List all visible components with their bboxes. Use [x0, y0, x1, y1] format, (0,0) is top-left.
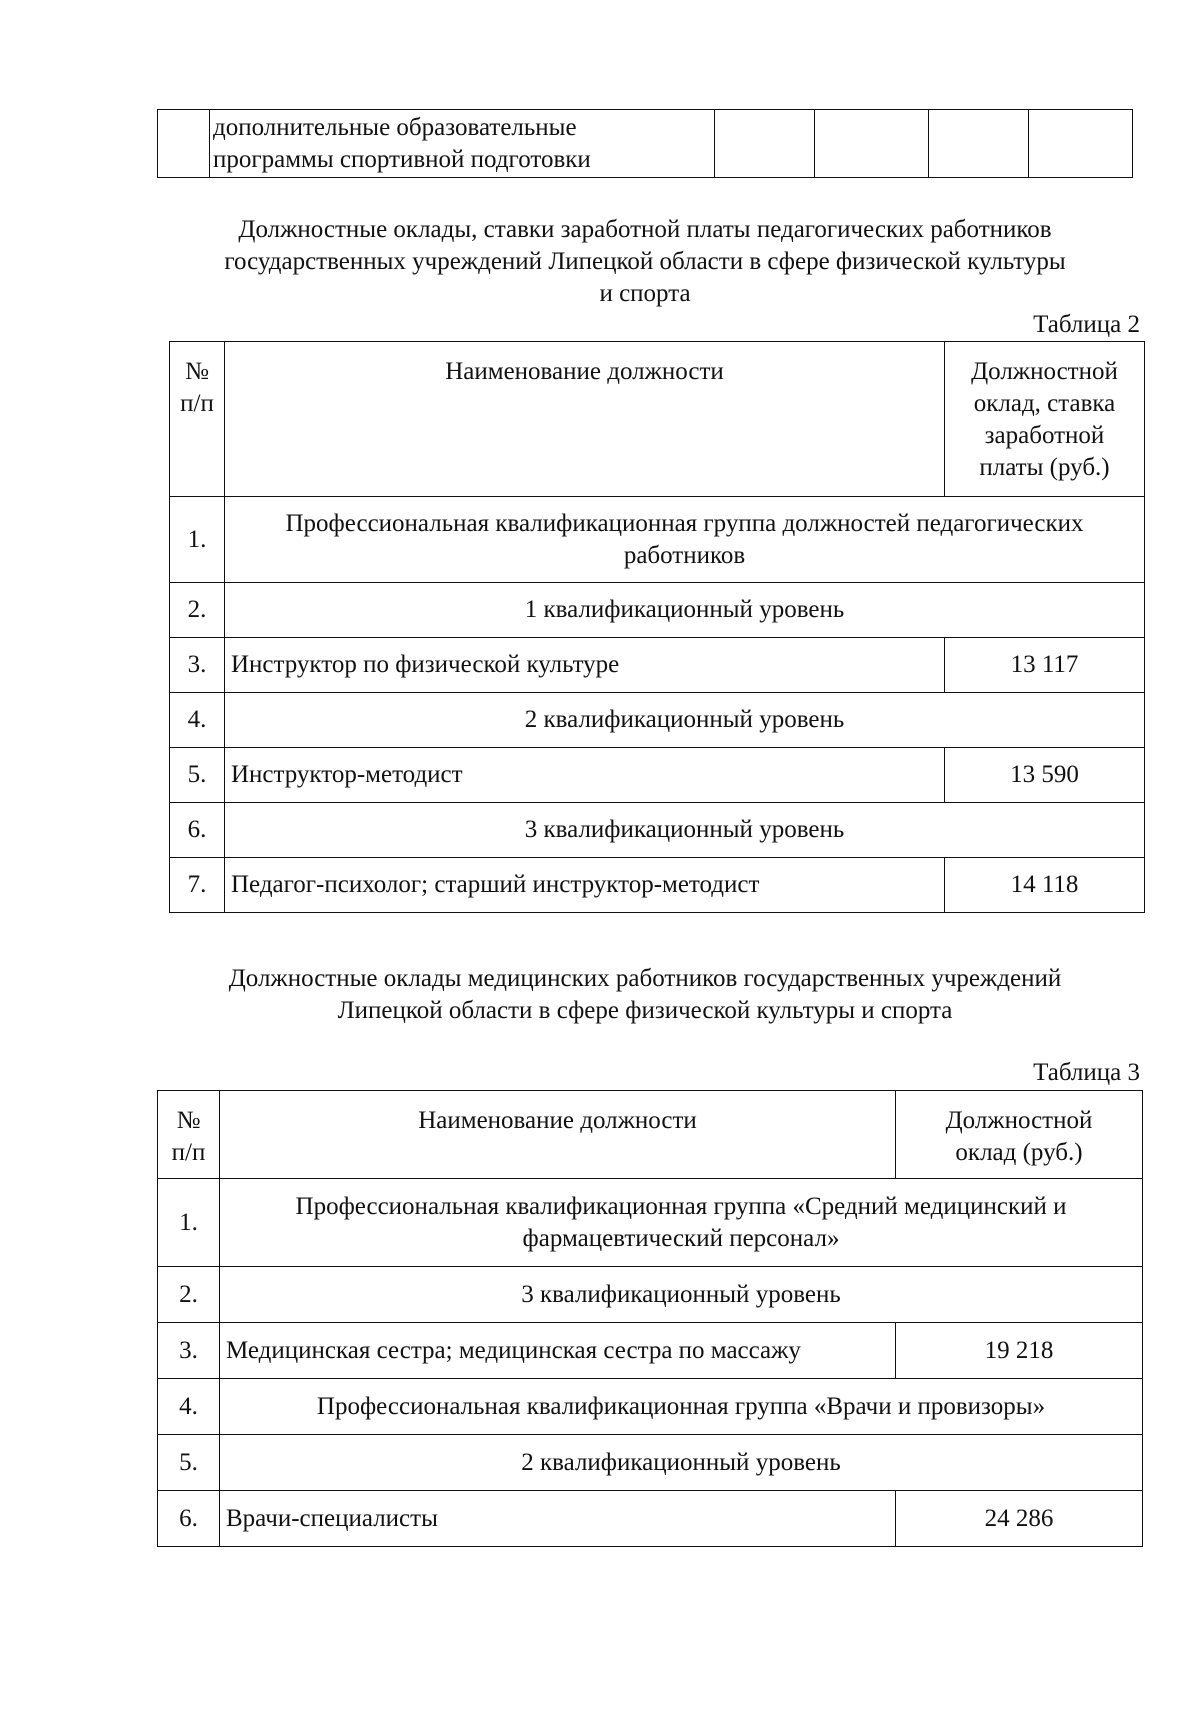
row-num: 1. [158, 1179, 220, 1267]
table-2 [169, 341, 1145, 913]
section2-title [150, 214, 1140, 310]
table-row [170, 693, 1145, 748]
header-num-line1: № [176, 1107, 201, 1134]
header-name: Наименование должности [220, 1091, 896, 1179]
previous-table-fragment [157, 109, 1133, 178]
table-row [170, 497, 1145, 583]
empty-cell [715, 110, 815, 178]
header-num [158, 1091, 220, 1179]
level-title: 3 квалификационный уровень [225, 803, 1145, 858]
group-title-line1: Профессиональная квалификационная группа должностей педагогических [285, 509, 1084, 537]
table-row [158, 1379, 1143, 1435]
table-row [170, 583, 1145, 638]
table-row [158, 1267, 1143, 1323]
row-num: 4. [170, 693, 225, 748]
table3-label: Таблица 3 [1033, 1059, 1140, 1086]
section2-title-line2: государственных учреждений Липецкой области в сфере физической культуры [224, 248, 1066, 275]
header-num [170, 342, 225, 497]
empty-cell [1029, 110, 1133, 178]
salary-value: 13 590 [945, 748, 1145, 803]
table-row [170, 748, 1145, 803]
section2-title-line3: и спорта [599, 280, 691, 307]
row-num: 5. [158, 1435, 220, 1491]
empty-cell [158, 110, 210, 178]
header-salary-line2: оклад (руб.) [955, 1139, 1083, 1166]
group-title: Профессиональная квалификационная группа «Врачи и провизоры» [220, 1379, 1143, 1435]
row-num: 6. [158, 1491, 220, 1547]
table-row [170, 803, 1145, 858]
position-name: Врачи-специалисты [220, 1491, 896, 1547]
program-cell [210, 110, 715, 178]
header-salary-line1: Должностной [945, 1107, 1093, 1134]
salary-value: 24 286 [896, 1491, 1143, 1547]
header-salary-line1: Должностной [971, 358, 1118, 385]
level-title: 2 квалификационный уровень [220, 1435, 1143, 1491]
row-num: 4. [158, 1379, 220, 1435]
table-row [158, 1435, 1143, 1491]
salary-value: 19 218 [896, 1323, 1143, 1379]
header-salary [945, 342, 1145, 497]
table2-header-row [170, 342, 1145, 497]
row-num: 3. [170, 638, 225, 693]
empty-cell [815, 110, 929, 178]
group-title [220, 1179, 1143, 1267]
row-num: 7. [170, 858, 225, 913]
salary-value: 13 117 [945, 638, 1145, 693]
table-row [170, 858, 1145, 913]
group-title [225, 497, 1145, 583]
level-title: 2 квалификационный уровень [225, 693, 1145, 748]
table-row [170, 638, 1145, 693]
row-num: 1. [170, 497, 225, 583]
position-name: Педагог-психолог; старший инструктор-методист [225, 858, 945, 913]
header-salary-line4: платы (руб.) [979, 454, 1110, 481]
position-name: Медицинская сестра; медицинская сестра по массажу [220, 1323, 896, 1379]
section2-title-line1: Должностные оклады, ставки заработной платы педагогических работников [238, 216, 1052, 243]
salary-value: 14 118 [945, 858, 1145, 913]
header-salary-line2: оклад, ставка [973, 390, 1116, 417]
header-salary-line3: заработной [984, 422, 1105, 449]
level-title: 1 квалификационный уровень [225, 583, 1145, 638]
table-row [158, 1323, 1143, 1379]
header-num-line1: № [185, 358, 209, 385]
header-num-line2: п/п [171, 1139, 206, 1166]
program-text-line2: программы спортивной подготовки [213, 145, 591, 173]
row-num: 5. [170, 748, 225, 803]
group-title-line1: Профессиональная квалификационная группа «Средний медицинский и [295, 1192, 1067, 1220]
program-text-line1: дополнительные образовательные [213, 113, 577, 141]
section3-title-line1: Должностные оклады медицинских работников государственных учреждений [228, 965, 1062, 992]
table-3 [157, 1090, 1143, 1547]
group-title-line2: фармацевтический персонал» [522, 1224, 840, 1252]
section3-title-line2: Липецкой области в сфере физической культуры и спорта [337, 997, 953, 1024]
header-name: Наименование должности [225, 342, 945, 497]
table2-label: Таблица 2 [1033, 311, 1140, 338]
section3-title [150, 963, 1140, 1027]
table-row [158, 1179, 1143, 1267]
group-title-line2: работников [623, 541, 746, 569]
table3-header-row [158, 1091, 1143, 1179]
row-num: 3. [158, 1323, 220, 1379]
header-num-line2: п/п [180, 390, 214, 417]
header-salary [896, 1091, 1143, 1179]
row-num: 2. [170, 583, 225, 638]
table-row [158, 1491, 1143, 1547]
position-name: Инструктор по физической культуре [225, 638, 945, 693]
level-title: 3 квалификационный уровень [220, 1267, 1143, 1323]
row-num: 2. [158, 1267, 220, 1323]
position-name: Инструктор-методист [225, 748, 945, 803]
row-num: 6. [170, 803, 225, 858]
empty-cell [929, 110, 1029, 178]
